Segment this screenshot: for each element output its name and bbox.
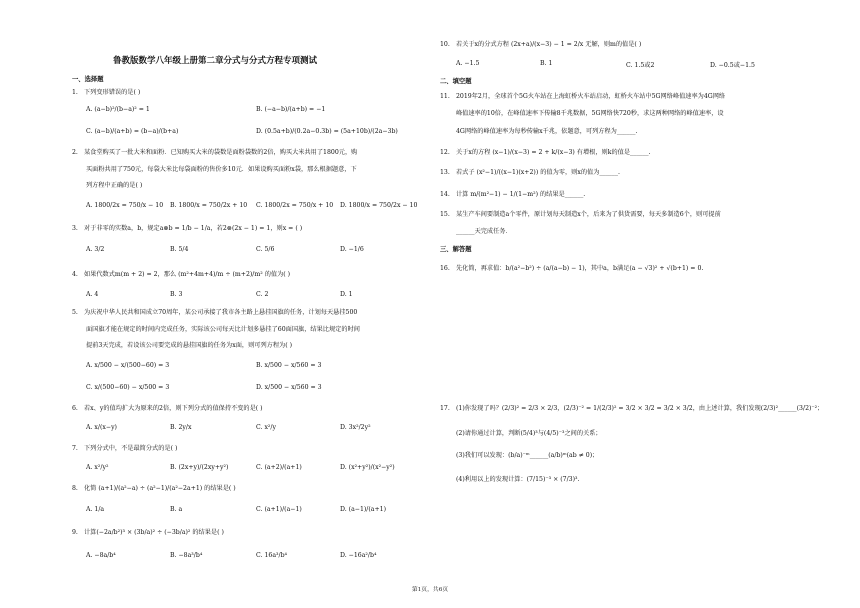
q2-option-a: A. 1800/2x = 750/x − 10 (86, 202, 164, 209)
q1-option-a: A. (a−b)²/(b−a)² = 1 (86, 106, 150, 113)
q4-option-a: A. 4 (86, 291, 99, 298)
q9-option-c: C. 16a³/b⁴ (256, 552, 288, 559)
question-13: 13. 若式子 (x²−1)/((x−1)(x+2)) 的值为零，则x的值为______. (440, 169, 620, 176)
q4-option-c: C. 2 (256, 291, 269, 298)
q8-option-a: A. 1/a (86, 506, 105, 513)
q3-option-d: D. −1/6 (340, 246, 364, 253)
q10-option-a: A. −1.5 (456, 60, 480, 67)
question-2-line-3: 列方程中正确的是( ) (86, 182, 143, 189)
q8-option-c: C. (a+1)/(a−1) (256, 506, 302, 513)
q10-option-d: D. −0.5或−1.5 (710, 62, 755, 69)
question-5: 5. 为庆祝中华人民共和国成立70周年，某公司承接了我市各主路上悬挂国旗的任务，计划每天悬挂500 (72, 309, 358, 316)
q8-option-b: B. a (170, 506, 183, 513)
question-17: 17. (1)你发现了吗？(2/3)² = 2/3 × 2/3，(2/3)⁻² = 1/(2/3)² = 3/2 × 3/2 = 3/2 × 3/2，由上述计算，我们发现(2/3)²______(3/2)⁻²； (440, 405, 824, 412)
question-17-part-4: (4)利用以上的发现计算：(7/15)⁻³ × (7/3)³. (456, 476, 580, 483)
question-2: 2. 某食堂购买了一批大米和面粉．已知购买大米的袋数是面粉袋数的2倍，购买大米共用了1800元，购 (72, 149, 358, 156)
q5-option-d: D. x/500 − x/560 = 3 (256, 384, 322, 391)
q9-option-b: B. −8a³/b⁴ (170, 552, 203, 559)
q7-option-a: A. x²/y² (86, 464, 109, 471)
question-7: 7. 下列分式中，不是最简分式的是( ) (72, 445, 178, 452)
q2-option-c: C. 1800/2x = 750/x + 10 (256, 202, 334, 209)
q1-option-b: B. (−a−b)/(a+b) = −1 (256, 106, 326, 113)
question-16: 16. 先化简，再求值：b/(a²−b²) ÷ (a/(a−b) − 1)，其中a，b满足(a − √3)² + √(b+1) = 0. (440, 265, 704, 272)
q3-option-a: A. 3/2 (86, 246, 105, 253)
page-footer: 第1页，共6页 (411, 587, 449, 593)
q3-option-c: C. 5/6 (256, 246, 275, 253)
question-5-line-2: 面国旗才能在规定的时间内完成任务，实际该公司每天比计划多悬挂了60面国旗，结果比规定的时间 (86, 326, 360, 333)
question-12: 12. 关于x的方程 (x−1)/(x−3) = 2 + k/(x−3) 有增根，则k的值是______. (440, 149, 651, 156)
question-15-line-2: ______天完成任务． (456, 228, 512, 235)
q5-option-c: C. x/(500−60) − x/500 = 3 (86, 384, 170, 391)
page-title: 鲁教版数学八年级上册第二章分式与分式方程专项测试 (112, 56, 317, 66)
q6-option-c: C. x²/y (256, 424, 276, 431)
q2-option-b: B. 1800/x = 750/2x + 10 (170, 202, 248, 209)
q1-option-d: D. (0.5a+b)/(0.2a−0.3b) = (5a+10b)/(2a−3b) (256, 128, 398, 135)
q3-option-b: B. 5/4 (170, 246, 189, 253)
question-4: 4. 如果代数式m(m + 2) = 2，那么 (m²+4m+4)/m ÷ (m+2)/m² 的值为( ) (72, 271, 291, 278)
question-15: 15. 某生产车间要制造a个零件，原计划每天制造x个，后来为了供货需要，每天多制造6个，则可提前 (440, 211, 721, 218)
q10-option-b: B. 1 (540, 60, 553, 67)
q7-option-c: C. (a+2)/(a+1) (256, 464, 302, 471)
q9-option-a: A. −8a/b⁴ (86, 552, 116, 559)
section-heading-fill: 二、填空题 (440, 78, 472, 85)
q7-option-b: B. (2x+y)/(2xy+y²) (170, 464, 229, 471)
section-heading-choice: 一、选择题 (72, 76, 104, 83)
q6-option-a: A. x/(x−y) (86, 424, 117, 431)
q6-option-d: D. 3x²/2y² (340, 424, 371, 431)
q7-option-d: D. (x²+y²)/(x²−y²) (340, 464, 395, 471)
q4-option-b: B. 3 (170, 291, 183, 298)
question-10: 10. 若关于x的分式方程 (2x+a)/(x−3) − 1 = 2/x 无解，则m的值是( ) (440, 41, 642, 48)
question-17-part-3: (3)我们可以发现：(b/a)⁻ᵐ______(a/b)ᵐ(ab ≠ 0)； (456, 452, 599, 459)
question-11-line-3: 4G网络的峰值速率为每秒传输x千兆，依题意，可列方程为______. (456, 128, 638, 135)
question-17-part-2: (2)请你通过计算，判断(5/4)³与(4/5)⁻³之间的关系； (456, 430, 602, 437)
section-heading-answer: 三、解答题 (440, 246, 472, 253)
q9-option-d: D. −16a²/b⁴ (340, 552, 377, 559)
question-3: 3. 对于非零的实数a，b，规定a⊗b = 1/b − 1/a，若2⊗(2x − 1) = 1，则x = ( ) (72, 225, 303, 232)
q10-option-c: C. 1.5或2 (626, 62, 655, 69)
question-8: 8. 化简 (a+1)/(a²−a) ÷ (a²−1)/(a²−2a+1) 的结果是( ) (72, 485, 236, 492)
q1-option-c: C. (a−b)/(a+b) = (b−a)/(b+a) (86, 128, 179, 135)
q5-option-a: A. x/500 − x/(500−60) = 3 (86, 362, 170, 369)
q4-option-d: D. 1 (340, 291, 353, 298)
question-1: 1. 下列变形错误的是( ) (72, 89, 141, 96)
question-14: 14. 计算 m/(m²−1) − 1/(1−m²) 的结果是______. (440, 191, 586, 198)
question-2-line-2: 买面粉共用了750元，每袋大米比每袋面粉的售价多10元．如果设购买面粉x袋，那么根据题意，下 (86, 166, 357, 173)
q5-option-b: B. x/500 − x/560 = 3 (256, 362, 322, 369)
question-11: 11. 2019年2月，全球首个5G火车站在上海虹桥火车站启动，虹桥火车站中5G网络峰值速率为4G网络 (440, 93, 726, 100)
q8-option-d: D. (a−1)/(a+1) (340, 506, 387, 513)
q2-option-d: D. 1800/x = 750/2x − 10 (340, 202, 418, 209)
question-9: 9. 计算(−2a/b²)³ × (3b/a)² ÷ (−3b/a)² 的结果是( ) (72, 529, 224, 536)
q6-option-b: B. 2y/x (170, 424, 192, 431)
question-5-line-3: 提前3天完成，若设该公司要完成的悬挂国旗的任务为x面，则可列方程为( ) (86, 342, 293, 349)
question-6: 6. 若x、y的值均扩大为原来的2倍，则下列分式的值保持不变的是( ) (72, 405, 263, 412)
question-11-line-2: 峰值速率的10倍，在峰值速率下传输8千兆数据，5G网络快720秒，求这两种网络的峰值速率，设 (456, 110, 724, 117)
